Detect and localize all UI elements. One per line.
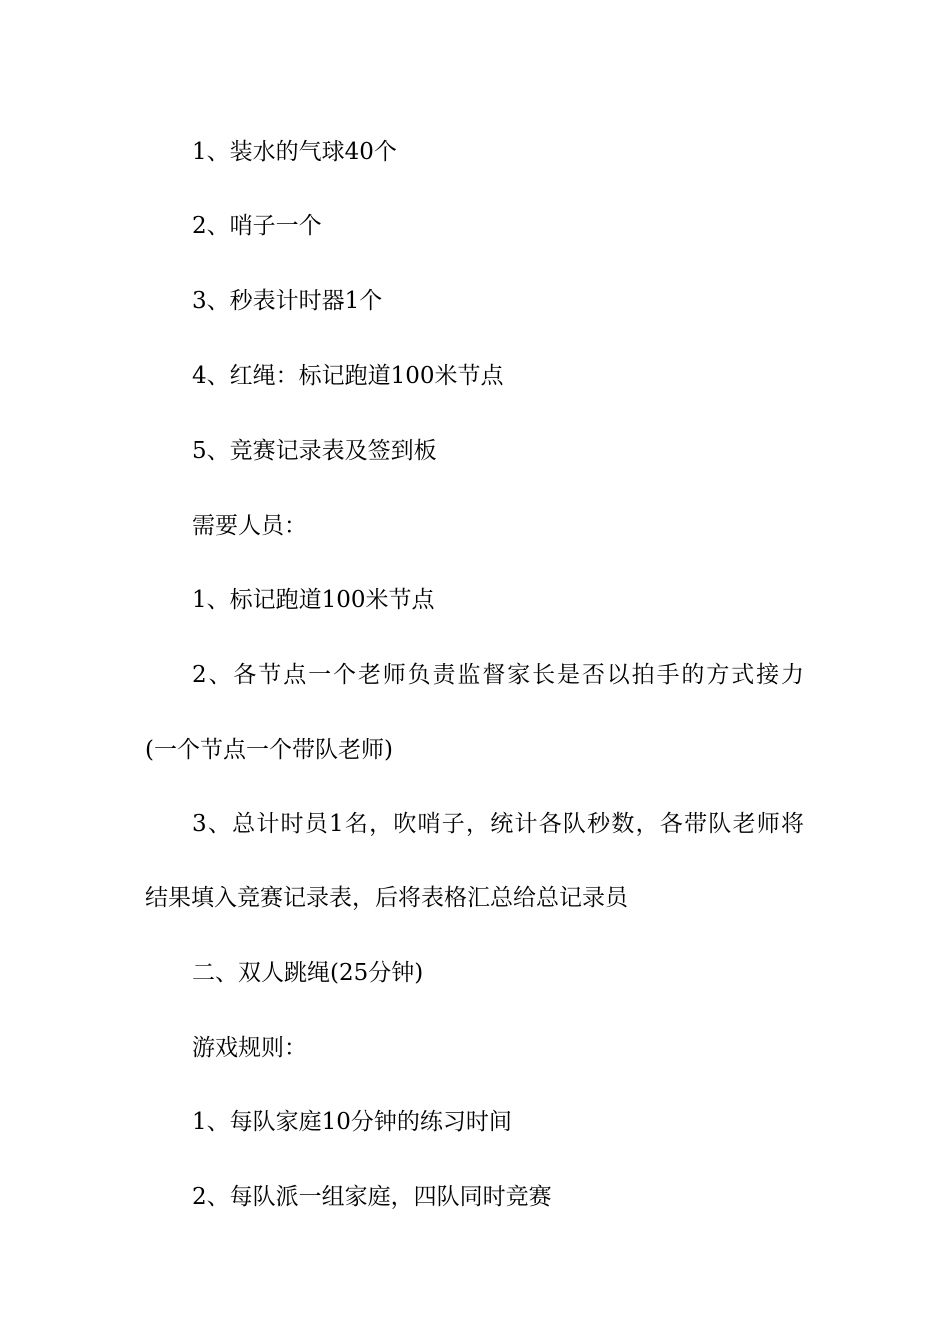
list-item-staff-1: 1、标记跑道100米节点 <box>192 587 435 613</box>
section-heading-rules: 游戏规则： <box>192 1035 307 1061</box>
list-item-staff-2: 2、各节点一个老师负责监督家长是否以拍手的方式接力 <box>192 662 804 688</box>
list-item-staff-3-continued: 结果填入竞赛记录表，后将表格汇总给总记录员 <box>145 885 628 911</box>
list-item-record-sheet: 5、竞赛记录表及签到板 <box>192 438 437 464</box>
list-item-staff-3: 3、总计时员1名，吹哨子，统计各队秒数，各带队老师将 <box>192 811 804 837</box>
list-item-staff-2-continued: (一个节点一个带队老师) <box>145 737 393 763</box>
section-heading-staff: 需要人员： <box>192 513 307 539</box>
section-heading-jump-rope: 二、双人跳绳(25分钟) <box>192 960 424 986</box>
list-item-rule-1: 1、每队家庭10分钟的练习时间 <box>192 1109 512 1135</box>
list-item-whistle: 2、哨子一个 <box>192 213 322 239</box>
list-item-stopwatch: 3、秒表计时器1个 <box>192 288 383 314</box>
list-item-water-balloons: 1、装水的气球40个 <box>192 139 397 165</box>
list-item-rule-2: 2、每队派一组家庭，四队同时竞赛 <box>192 1184 552 1210</box>
list-item-red-rope: 4、红绳：标记跑道100米节点 <box>192 363 504 389</box>
